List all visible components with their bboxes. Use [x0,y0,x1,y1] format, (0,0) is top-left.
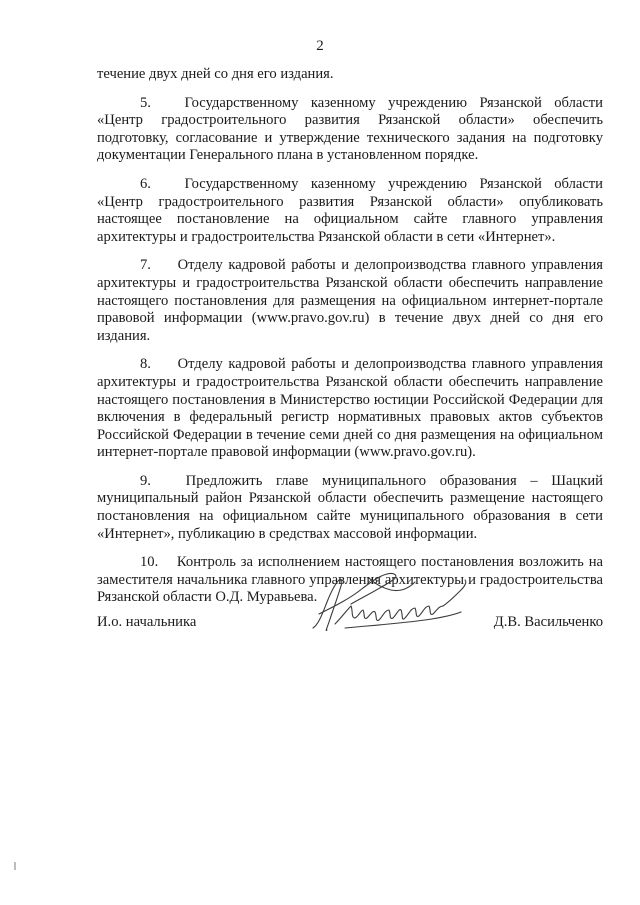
paragraph-continuation [97,66,603,84]
paragraph-text: Государственному казенному учреждению Рязанской области «Центр градостроительного развития Рязанской области» обеспечить подготовку, согласование и утверждение технического задания на подготовку документации Генерального плана в установленном порядке. [97,94,603,164]
paragraph-text: течение двух дней со дня его издания. [97,66,334,82]
paragraph-8 [97,356,603,462]
paragraph-text: Предложить главе муниципального образования – Шацкий муниципальный район Рязанской области обеспечить размещение настоящего постановления на официальном сайте муниципального образования в сети «Интернет», публикацию в средствах массовой информации. [97,472,603,542]
signature-block [97,606,603,666]
paragraph-number: 10. [140,554,159,571]
paragraph-number: 5. [140,94,151,111]
document-body [97,66,603,618]
paragraph-9 [97,473,603,543]
paragraph-text: Государственному казенному учреждению Рязанской области «Центр градостроительного развития Рязанской области» опубликовать настоящее постановление на официальном сайте главного управления архитектуры и градостроительства Рязанской области в сети «Интернет». [97,175,603,245]
paragraph-text: Отделу кадровой работы и делопроизводства главного управления архитектуры и градостроительства Рязанской области обеспечить направление настоящего постановления в Министерство юстиции Российской Федерации для включения в федеральный регистр нормативных правовых актов субъектов Российской Федерации в течение семи дней со дня размещения на официальном интернет-портале правовой информации (www.pravo.gov.ru). [97,356,603,461]
paragraph-7 [97,257,603,345]
handwritten-signature [305,566,475,646]
paragraph-5 [97,95,603,165]
signatory-name: Д.В. Васильченко [493,614,603,630]
paragraph-number: 9. [140,472,151,489]
paragraph-text: Контроль за исполнением настоящего постановления возложить на заместителя начальника главного управления архитектуры и градостроительства Рязанской области О.Д. Муравьева. [97,554,603,606]
paragraph-number: 7. [140,257,151,274]
page-number: 2 [316,38,324,54]
paragraph-number: 8. [140,356,151,373]
paragraph-6 [97,176,603,246]
scan-mark [14,862,16,870]
paragraph-number: 6. [140,175,151,192]
paragraph-text: Отделу кадровой работы и делопроизводства главного управления архитектуры и градостроительства Рязанской области обеспечить направление настоящего постановления для размещения на официальном интернет-портале правовой информации (www.pravo.gov.ru) в течение двух дней со дня его издания. [97,257,603,344]
signatory-position: И.о. начальника [97,614,197,630]
